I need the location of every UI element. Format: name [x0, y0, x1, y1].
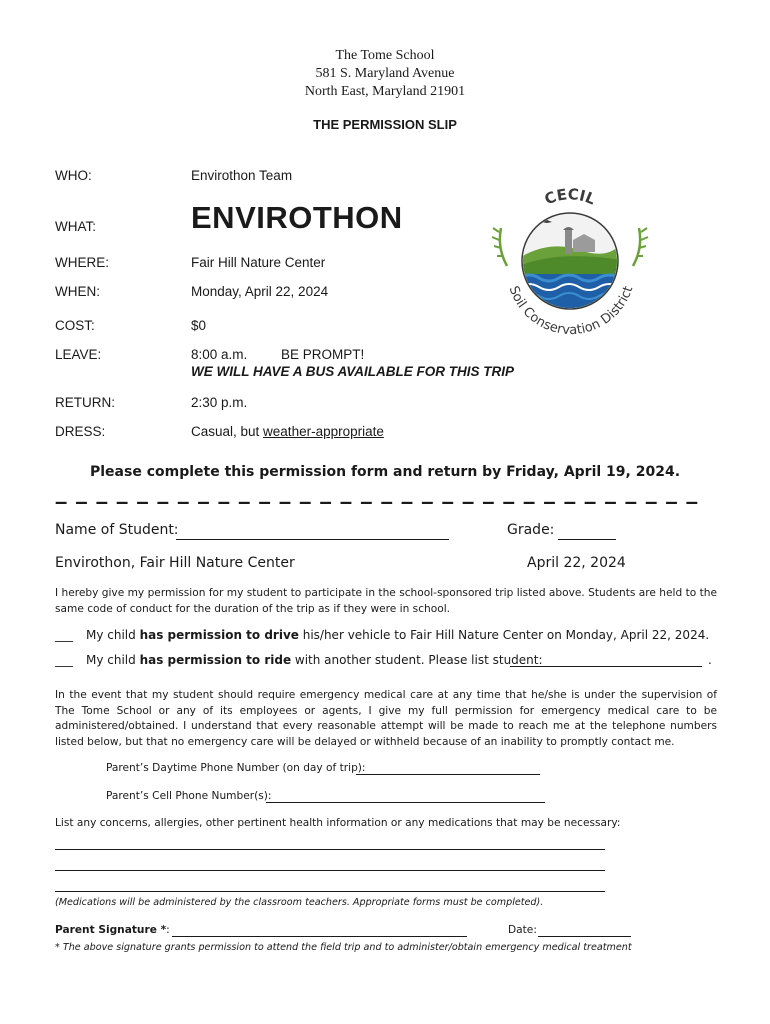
dress-value	[191, 424, 384, 439]
concerns-label: List any concerns, allergies, other pertinent health information or any medications that may be necessary:	[55, 817, 621, 829]
who-label: WHO:	[55, 168, 92, 183]
student-name-field[interactable]	[176, 539, 449, 540]
signature-label-text: Parent Signature *	[55, 924, 167, 936]
school-street: 581 S. Maryland Avenue	[315, 66, 455, 81]
school-city: North East, Maryland 21901	[304, 84, 466, 99]
signature-label	[55, 924, 170, 936]
ride-bold: has permission to ride	[139, 653, 292, 667]
logo-ring-text: Soil Conservation District	[505, 284, 637, 339]
dress-prefix: Casual, but	[191, 424, 264, 439]
date-field[interactable]	[538, 936, 631, 937]
what-label: WHAT:	[55, 219, 96, 234]
concerns-line-2[interactable]	[55, 870, 605, 871]
return-label: RETURN:	[55, 395, 115, 410]
ride-pre: My child	[86, 653, 140, 667]
ride-permission	[86, 653, 543, 667]
logo-top-text: CECIL	[541, 188, 599, 209]
when-label: WHEN:	[55, 284, 100, 299]
cecil-scd-logo	[489, 188, 651, 340]
bus-note: WE WILL HAVE A BUS AVAILABLE FOR THIS TRIP	[191, 364, 514, 379]
signature-footnote: * The above signature grants permission to attend the field trip and to administer/obtain emergency medical treatment	[55, 942, 632, 953]
concerns-line-1[interactable]	[55, 849, 605, 850]
page-title: THE PERMISSION SLIP	[313, 117, 457, 132]
return-value: 2:30 p.m.	[191, 395, 248, 410]
grade-label: Grade:	[507, 522, 555, 538]
medical-paragraph: In the event that my student should require emergency medical care at any time that he/she is under the supervision of The Tome School or any of its employees or agents, I give my full permission for emergency medical care to be administered/obtained. I understand that every reasonable attempt will be made to reach me at the telephone numbers listed below, but that no emergency care will be delayed or withheld because of an inability to promptly contact me.	[55, 689, 717, 748]
ride-checkbox-line[interactable]: ___	[55, 653, 73, 667]
drive-post: his/her vehicle to Fair Hill Nature Center on Monday, April 22, 2024.	[298, 628, 710, 642]
what-value: ENVIROTHON	[191, 200, 403, 235]
event-name: Envirothon, Fair Hill Nature Center	[55, 555, 295, 571]
ride-student-field[interactable]	[510, 666, 702, 667]
grade-field[interactable]	[558, 539, 616, 540]
leave-time: 8:00 a.m.	[191, 347, 248, 362]
dress-label: DRESS:	[55, 424, 106, 439]
concerns-line-3[interactable]	[55, 891, 605, 892]
ride-post: with another student. Please list student:	[291, 653, 543, 667]
cell-phone-label: Parent’s Cell Phone Number(s):	[106, 790, 272, 802]
daytime-phone-label: Parent’s Daytime Phone Number (on day of trip):	[106, 762, 366, 774]
where-value: Fair Hill Nature Center	[191, 255, 326, 270]
school-name: The Tome School	[335, 48, 435, 63]
ride-end: .	[708, 653, 712, 667]
date-label: Date:	[508, 924, 537, 936]
drive-permission	[86, 628, 709, 642]
drive-bold: has permission to drive	[139, 628, 299, 642]
cut-line: – – – – – – – – – – – – – – – – – – – – – – – – – – – – – – – –	[55, 489, 700, 514]
event-date: April 22, 2024	[527, 555, 626, 571]
where-label: WHERE:	[55, 255, 109, 270]
when-value: Monday, April 22, 2024	[191, 284, 329, 299]
cost-label: COST:	[55, 318, 95, 333]
leave-note: BE PROMPT!	[281, 347, 365, 362]
student-name-label: Name of Student:	[55, 522, 179, 538]
dress-underlined: weather-appropriate	[263, 424, 384, 439]
drive-checkbox-line[interactable]: ___	[55, 628, 73, 642]
signature-colon: :	[166, 924, 170, 936]
return-instructions: Please complete this permission form and return by Friday, April 19, 2024.	[89, 464, 681, 480]
cost-value: $0	[191, 318, 207, 333]
signature-field[interactable]	[172, 936, 467, 937]
cell-phone-field[interactable]	[266, 802, 545, 803]
drive-pre: My child	[86, 628, 140, 642]
leave-label: LEAVE:	[55, 347, 102, 362]
medications-note: (Medications will be administered by the classroom teachers. Appropriate forms must be completed).	[55, 897, 544, 908]
consent-paragraph: I hereby give my permission for my student to participate in the school-sponsored trip listed above. Students are held to the same code of conduct for the duration of the trip as if they were in school.	[55, 587, 717, 615]
who-value: Envirothon Team	[191, 168, 293, 183]
daytime-phone-field[interactable]	[356, 774, 540, 775]
